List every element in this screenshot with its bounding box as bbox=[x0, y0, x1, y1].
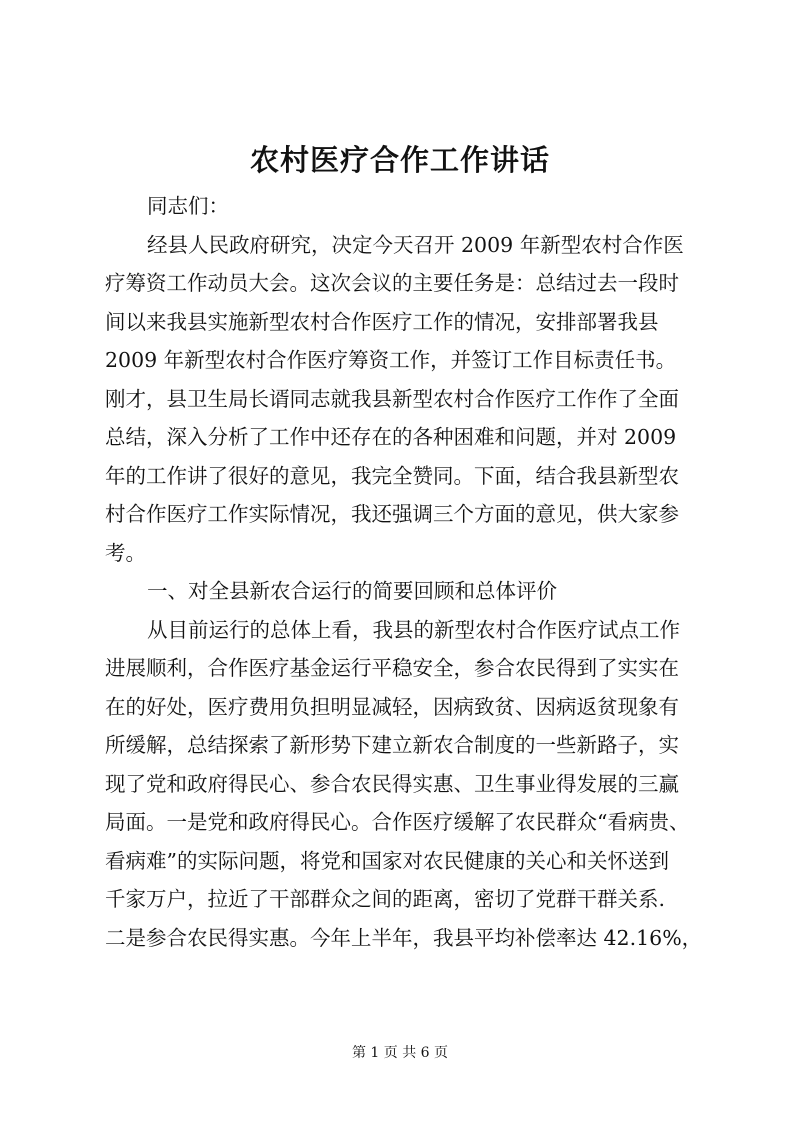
paragraph-line: 总结，深入分析了工作中还存在的各种困难和问题，并对 2009 bbox=[105, 425, 677, 449]
paragraph-line: 局面。一是党和政府得民心。合作医疗缓解了农民群众“看病贵、 bbox=[105, 810, 690, 834]
paragraph-line: 二是参合农民得实惠。今年上半年，我县平均补偿率达 42.16%， bbox=[105, 925, 703, 950]
paragraph-line: 现了党和政府得民心、参合农民得实惠、卫生事业得发展的三赢 bbox=[105, 771, 679, 796]
paragraph-line: 经县人民政府研究，决定今天召开 2009 年新型农村合作医 bbox=[147, 232, 684, 257]
paragraph-line: 在的好处，医疗费用负担明显减轻，因病致贫、因病返贫现象有 bbox=[105, 694, 679, 719]
document-title: 农村医疗合作工作讲话 bbox=[249, 143, 550, 177]
paragraph-line: 进展顺利，合作医疗基金运行平稳安全，参合农民得到了实实在 bbox=[105, 656, 679, 680]
paragraph-line: 看病难”的实际问题，将党和国家对农民健康的关心和关怀送到 bbox=[105, 848, 669, 873]
paragraph-line: 刚才，县卫生局长谞同志就我县新型农村合作医疗工作作了全面 bbox=[105, 386, 679, 411]
paragraph-line: 考。 bbox=[105, 540, 146, 565]
section-heading: 一、对全县新农合运行的简要回顾和总体评价 bbox=[147, 579, 557, 603]
page-footer: 第 1 页 共 6 页 bbox=[351, 1045, 449, 1061]
paragraph-line: 千家万户，拉近了干部群众之间的距离，密切了党群干群关系. bbox=[105, 887, 666, 911]
salutation-line: 同志们： bbox=[147, 194, 229, 218]
paragraph-line: 所缓解，总结探索了新形势下建立新农合制度的一些新路子，实 bbox=[105, 733, 679, 757]
paragraph-line: 村合作医疗工作实际情况，我还强调三个方面的意见，供大家参 bbox=[105, 502, 679, 526]
paragraph-line: 从目前运行的总体上看，我县的新型农村合作医疗试点工作 bbox=[147, 617, 680, 642]
paragraph-line: 间以来我县实施新型农村合作医疗工作的情况，安排部署我县 bbox=[105, 309, 659, 334]
document-body bbox=[105, 187, 703, 957]
paragraph-line: 2009 年新型农村合作医疗筹资工作，并签订工作目标责任书。 bbox=[105, 348, 677, 372]
paragraph-line: 年的工作讲了很好的意见，我完全赞同。下面，结合我县新型农 bbox=[105, 463, 679, 488]
paragraph-line: 疗筹资工作动员大会。这次会议的主要任务是：总结过去一段时 bbox=[105, 271, 679, 295]
